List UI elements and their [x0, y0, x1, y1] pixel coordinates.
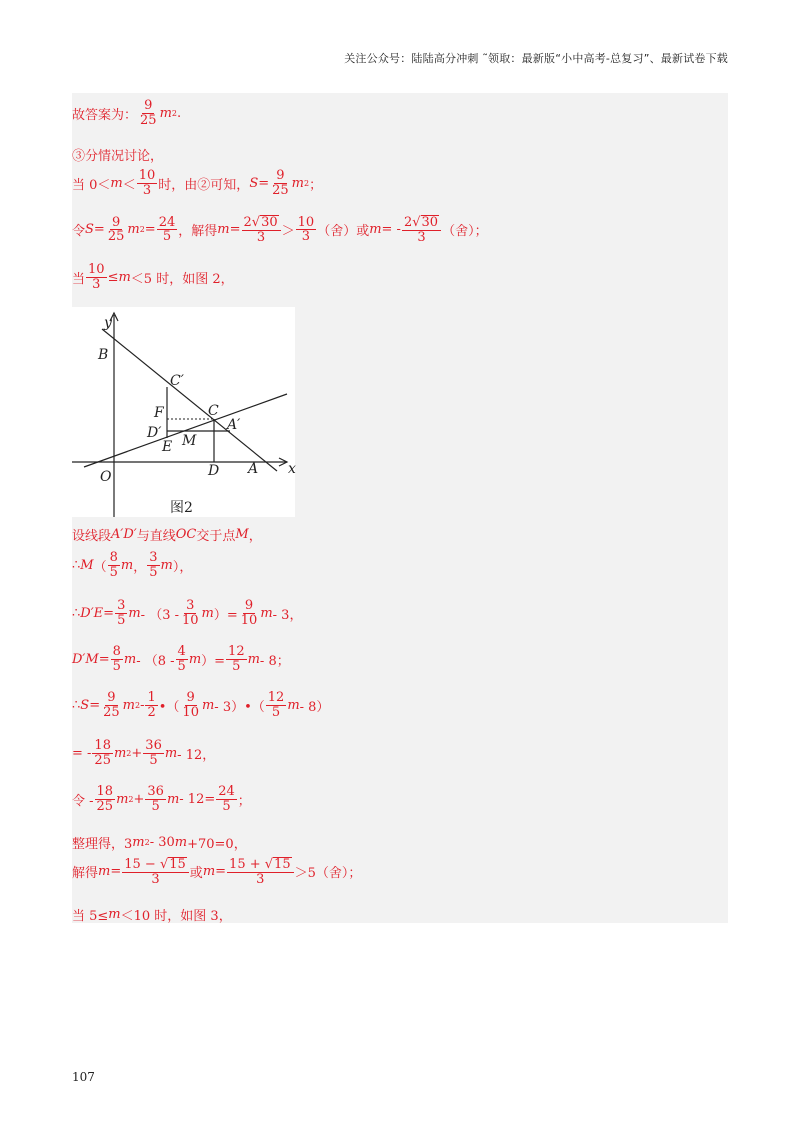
- label-a: A: [248, 461, 259, 477]
- page-number: 107: [72, 1070, 95, 1084]
- label-o: O: [100, 469, 112, 485]
- fraction: $\frac{9}{25}$: [140, 98, 157, 128]
- text: 故答案为：: [72, 107, 138, 123]
- var-m: m: [159, 105, 172, 121]
- geometry-diagram: [72, 307, 295, 517]
- case2-line: 当 $\frac{10}{3}$ ≤ m ＜5 时，如图 2，: [72, 262, 234, 292]
- label-c-prime: C′: [170, 373, 184, 389]
- label-e: E: [162, 439, 173, 455]
- label-m: M: [182, 433, 197, 449]
- label-d-prime: D′: [147, 425, 162, 441]
- roots-line: 解得 m = 15 − √ 15 3 或 m = 15 + √ 15 3 ＞5（舍）；: [72, 857, 362, 887]
- page-header: 关注公众号：陆陆高分冲刺 ˜领取：最新版“小中高考-总复习”、最新试卷下载: [344, 52, 728, 65]
- label-c: C: [208, 403, 219, 419]
- point-m-line: ∴ M （ $\frac{8}{5}$ m ， $\frac{3}{5}$ m ），: [72, 550, 193, 580]
- label-d: D: [208, 463, 220, 479]
- case3-line: 当 5≤ m ＜10 时，如图 3，: [72, 907, 232, 924]
- equation-line: 令 - $\frac{18}{25}$ m 2 + $\frac{36}{5}$ m - 12= $\frac{24}{5}$ ；: [72, 784, 251, 814]
- label-f: F: [154, 405, 164, 421]
- line-ab: [102, 329, 277, 471]
- label-y: y: [104, 315, 112, 331]
- label-b: B: [98, 347, 109, 363]
- case1-line: 当 0＜ m ＜ $\frac{10}{3}$ 时，由②可知， S = $\frac{9}{25}$ m 2 ；: [72, 168, 323, 198]
- figure-2: [72, 307, 295, 517]
- answer-line: 故答案为： $\frac{9}{25}$ m 2 .: [72, 98, 182, 128]
- rearranged-line: 整理得，3 m 2 - 30 m +70=0，: [72, 835, 247, 852]
- segment-line: 设线段 A′D′ 与直线 OC 交于点 M ，: [72, 527, 262, 544]
- case-heading: ③分情况讨论，: [72, 149, 164, 164]
- de-line: ∴ D′E = $\frac{3}{5}$ m - （3 - $\frac{3}{10}$ m ）= $\frac{9}{10}$ m - 3，: [72, 598, 303, 628]
- solve-line-1: 令 S = $\frac{9}{25}$ m 2 = $\frac{24}{5}$ ，解得 m = 2√ 30 3 ＞ $\frac{10}{3}$ （舍）或 m = - 2√ 30 3 （舍）；: [72, 214, 488, 245]
- label-a-prime: A′: [227, 417, 241, 433]
- dm-line: D′M = $\frac{8}{5}$ m - （8 - $\frac{4}{5}$ m ）= $\frac{12}{5}$ m - 8；: [72, 644, 290, 674]
- figure-caption: 图2: [170, 500, 193, 516]
- area-line: ∴ S = $\frac{9}{25}$ m 2 - $\frac{1}{2}$ •（ $\frac{9}{10}$ m - 3）•（ $\frac{12}{5}$ m - 8）: [72, 690, 330, 720]
- label-x: x: [288, 461, 296, 477]
- simplified-line: = - $\frac{18}{25}$ m 2 + $\frac{36}{5}$ m - 12，: [72, 738, 216, 768]
